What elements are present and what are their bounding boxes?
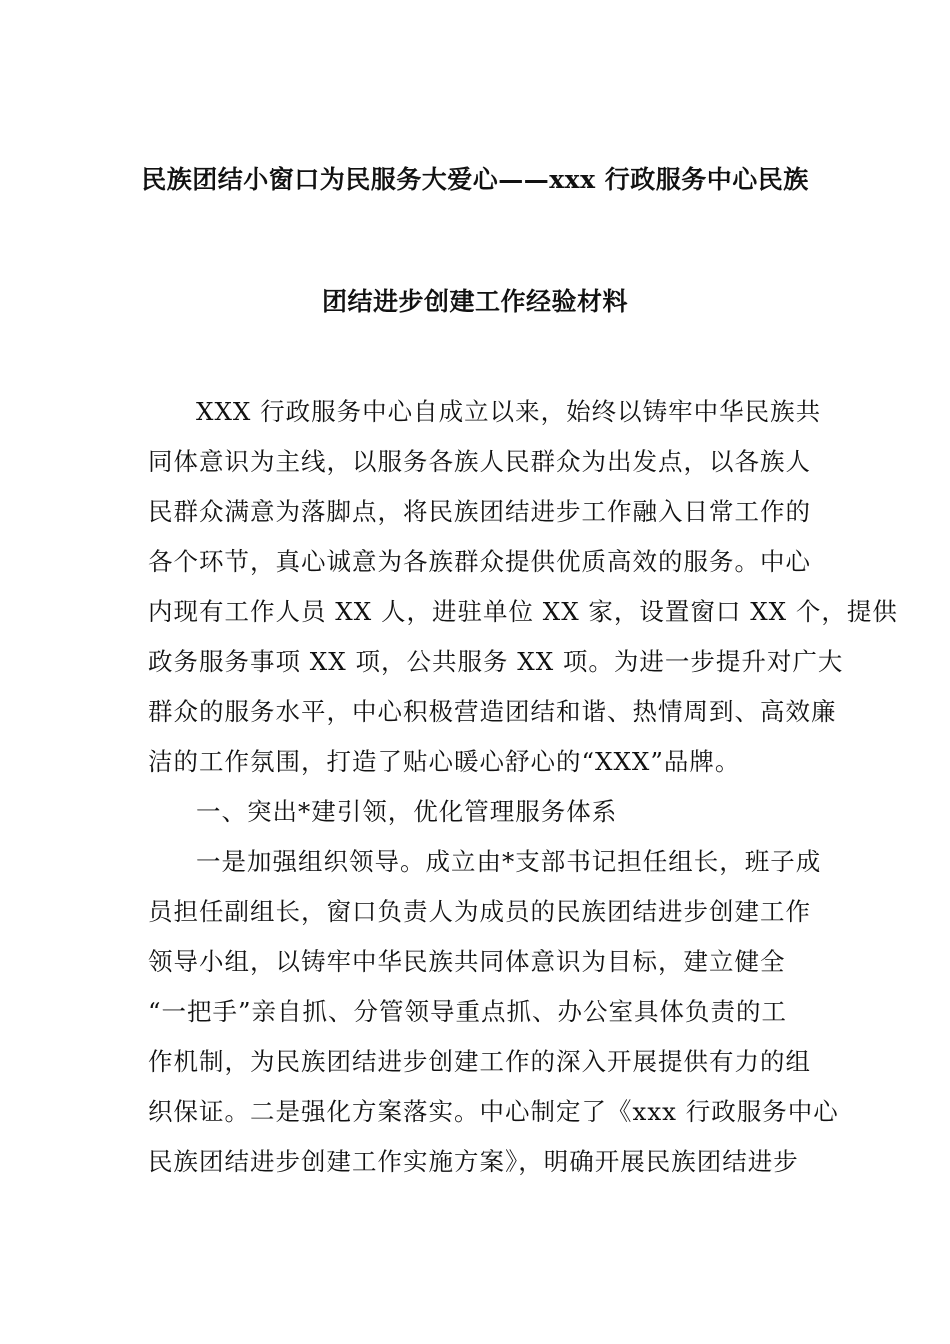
paragraph-line: 领导小组，以铸牢中华民族共同体意识为目标，建立健全: [148, 947, 786, 976]
paragraph-line: 民族团结进步创建工作实施方案》，明确开展民族团结进步: [148, 1147, 799, 1176]
paragraph-line: “一把手”亲自抓、分管领导重点抓、办公室具体负责的工: [148, 997, 788, 1026]
section-heading: 一、突出*建引领，优化管理服务体系: [196, 797, 618, 826]
document-title-line-2: 团结进步创建工作经验材料: [321, 287, 628, 316]
paragraph-line: XXX 行政服务中心自成立以来，始终以铸牢中华民族共: [196, 397, 822, 426]
document-title-line-1: 民族团结小窗口为民服务大爱心——xxx 行政服务中心民族: [141, 165, 809, 194]
paragraph-line: 员担任副组长，窗口负责人为成员的民族团结进步创建工作: [148, 897, 811, 926]
paragraph-line: 同体意识为主线，以服务各族人民群众为出发点，以各族人: [148, 447, 811, 476]
paragraph-line: 作机制，为民族团结进步创建工作的深入开展提供有力的组: [148, 1047, 811, 1076]
paragraph-line: 一是加强组织领导。成立由*支部书记担任组长，班子成: [196, 847, 822, 876]
paragraph-line: 民群众满意为落脚点，将民族团结进步工作融入日常工作的: [148, 497, 811, 526]
paragraph-line: 群众的服务水平，中心积极营造团结和谐、热情周到、高效廉: [148, 697, 837, 726]
paragraph-line: 各个环节，真心诚意为各族群众提供优质高效的服务。中心: [148, 547, 811, 576]
paragraph-line: 政务服务事项 XX 项，公共服务 XX 项。为进一步提升对广大: [148, 647, 844, 676]
paragraph-line: 洁的工作氛围，打造了贴心暖心舒心的“XXX”品牌。: [148, 747, 741, 776]
paragraph-line: 内现有工作人员 XX 人，进驻单位 XX 家，设置窗口 XX 个，提供: [148, 597, 898, 626]
paragraph-line: 织保证。二是强化方案落实。中心制定了《xxx 行政服务中心: [148, 1097, 839, 1126]
